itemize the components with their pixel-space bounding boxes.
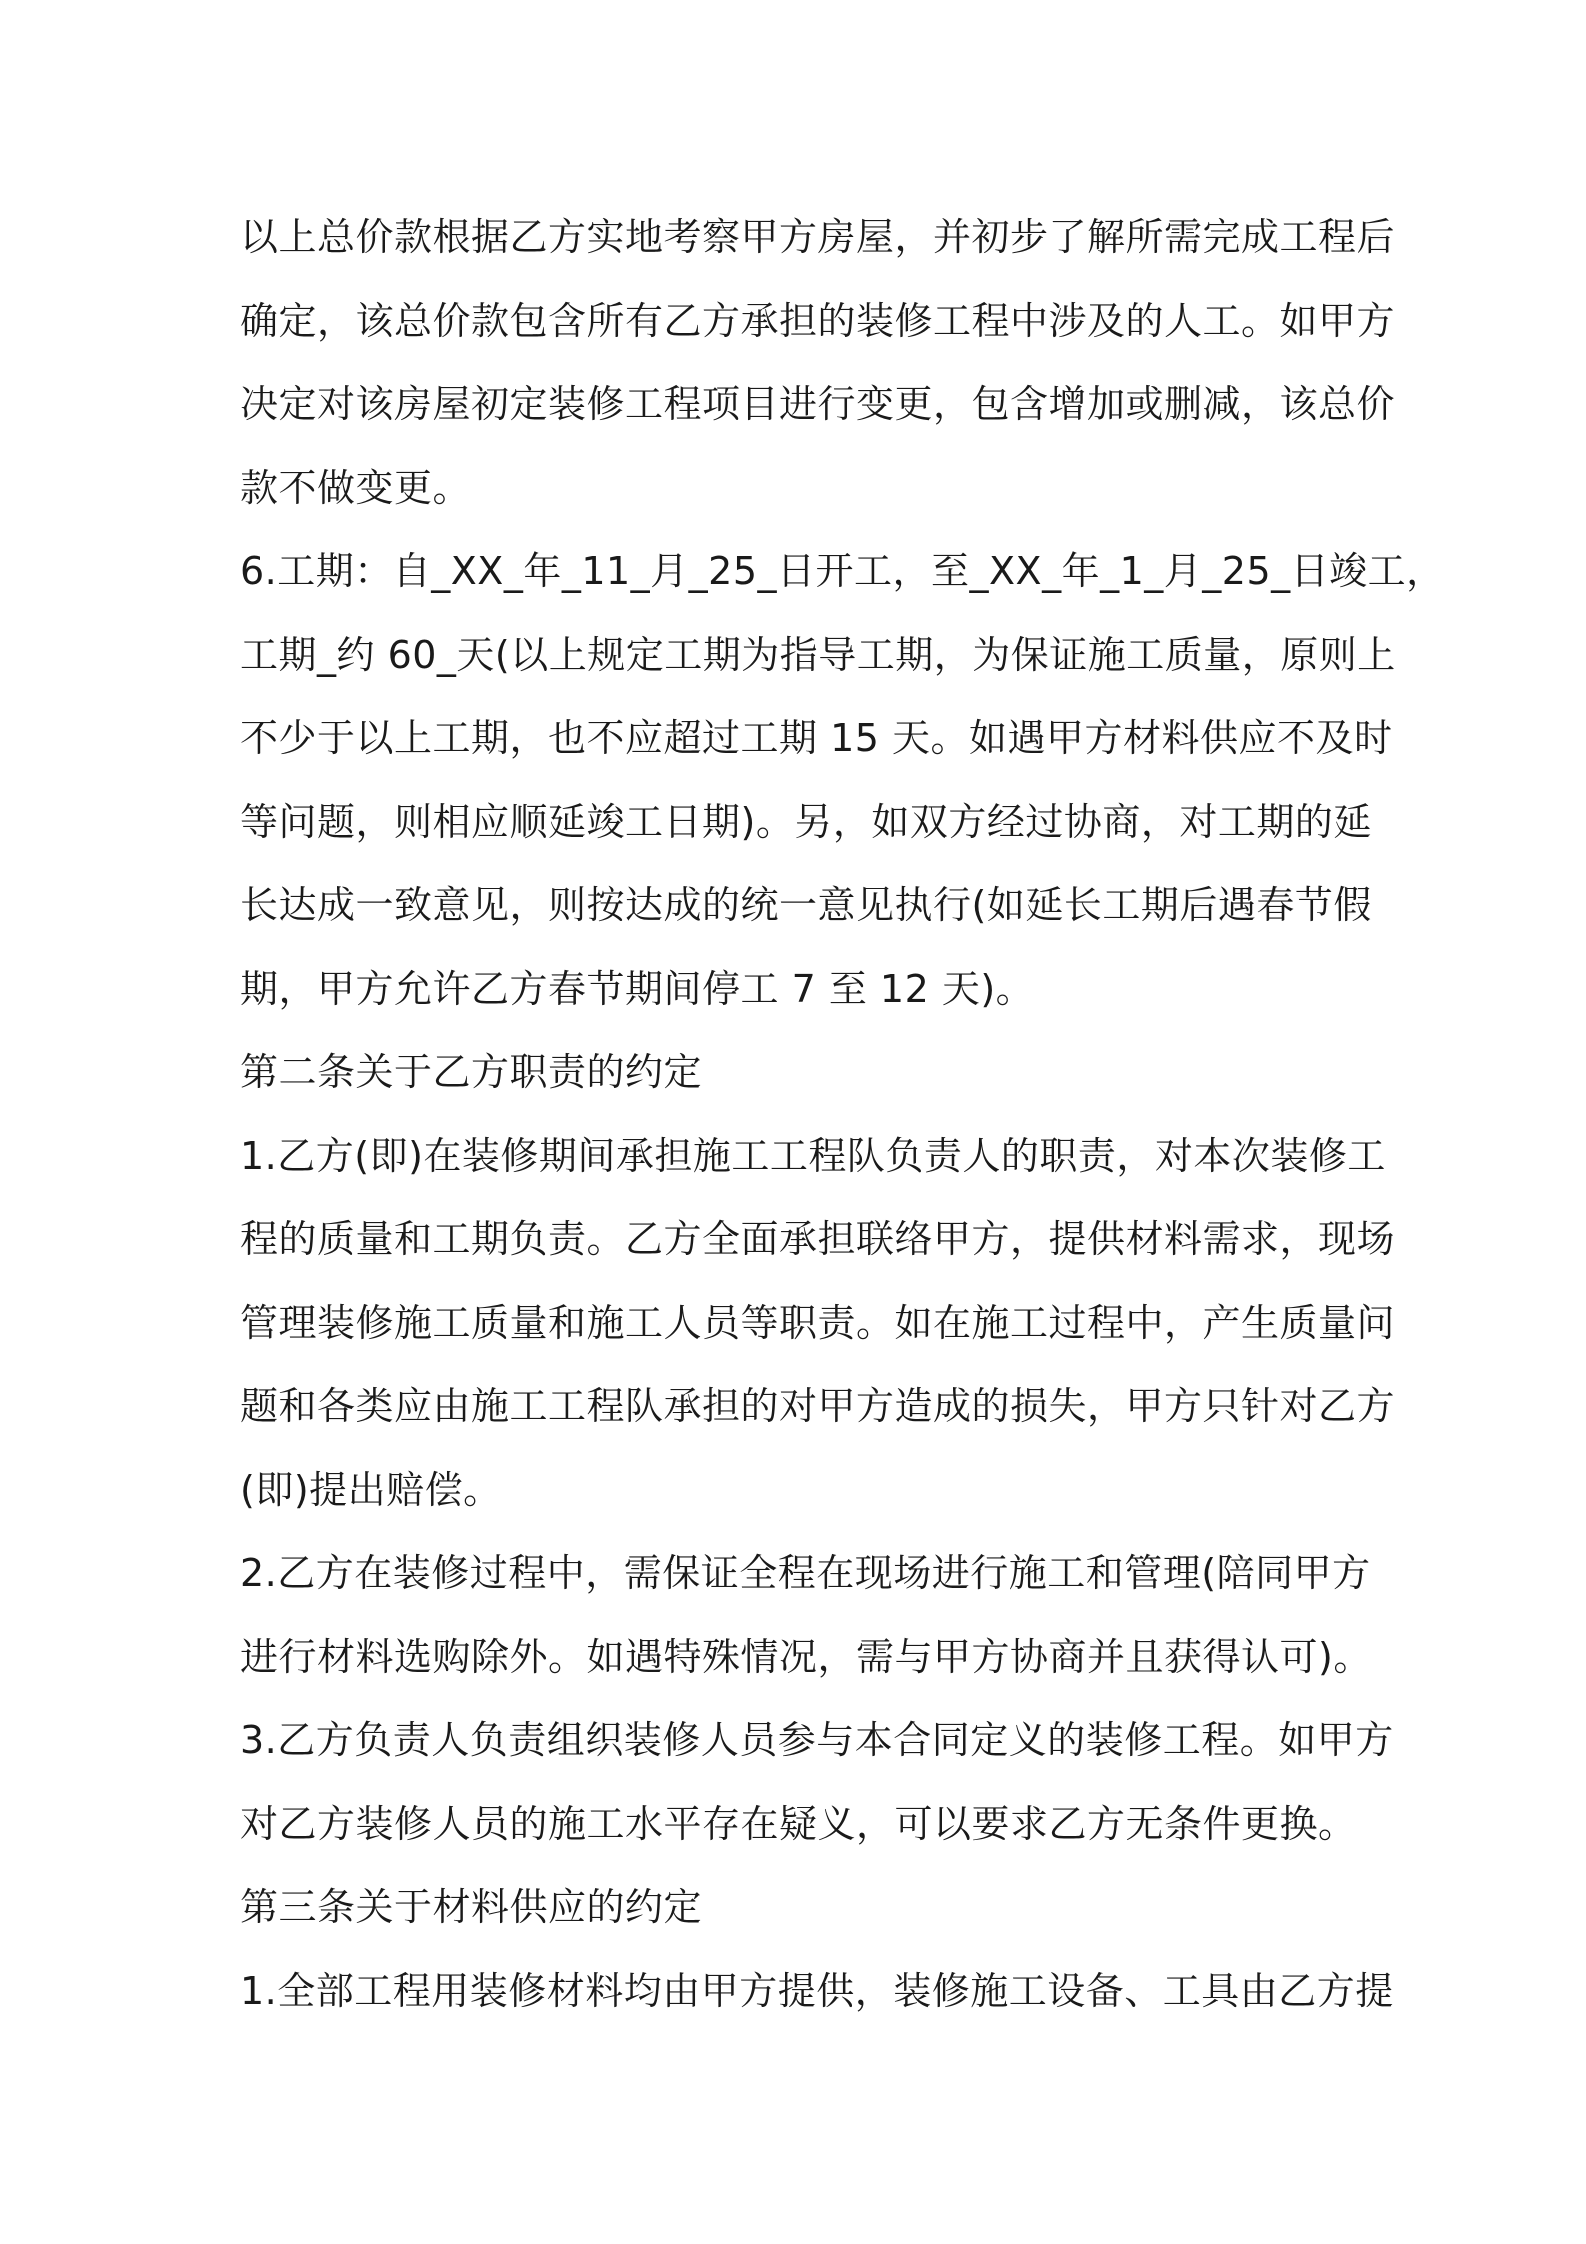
text-line: 进行材料选购除外。如遇特殊情况，需与甲方协商并且获得认可)。 bbox=[240, 1634, 1372, 1679]
text-line: (即)提出赔偿。 bbox=[240, 1467, 502, 1512]
text-line: 不少于以上工期，也不应超过工期 15 天。如遇甲方材料供应不及时 bbox=[240, 716, 1393, 760]
text-line: 决定对该房屋初定装修工程项目进行变更，包含增加或删减，该总价 bbox=[240, 382, 1396, 426]
clause-3-staffing: 3.乙方负责人负责组织装修人员参与本合同定义的装修工程。如甲方 bbox=[240, 1718, 1394, 1762]
document-body bbox=[240, 196, 1445, 2033]
text-line: 长达成一致意见，则按达成的统一意见执行(如延长工期后遇春节假 bbox=[240, 883, 1372, 927]
text-line: 以上总价款根据乙方实地考察甲方房屋，并初步了解所需完成工程后 bbox=[240, 215, 1396, 259]
text-line: 确定，该总价款包含所有乙方承担的装修工程中涉及的人工。如甲方 bbox=[240, 298, 1396, 343]
section-heading-article-3: 第三条关于材料供应的约定 bbox=[240, 1885, 703, 1929]
clause-1-materials: 1.全部工程用装修材料均由甲方提供，装修施工设备、工具由乙方提 bbox=[240, 1968, 1394, 2013]
text-line: 程的质量和工期负责。乙方全面承担联络甲方，提供材料需求，现场 bbox=[240, 1217, 1396, 1261]
text-line: 题和各类应由施工工程队承担的对甲方造成的损失，甲方只针对乙方 bbox=[240, 1384, 1396, 1428]
text-line: 对乙方装修人员的施工水平存在疑义，可以要求乙方无条件更换。 bbox=[240, 1801, 1357, 1846]
clause-1-responsibility: 1.乙方(即)在装修期间承担施工工程队负责人的职责，对本次装修工 bbox=[240, 1133, 1386, 1178]
text-line: 款不做变更。 bbox=[240, 465, 472, 510]
clause-2-onsite: 2.乙方在装修过程中，需保证全程在现场进行施工和管理(陪同甲方 bbox=[240, 1551, 1371, 1595]
clause-6-duration: 6.工期：自_XX_年_11_月_25_日开工，至_XX_年_1_月_25_日竣工， bbox=[240, 549, 1445, 593]
section-heading-article-2: 第二条关于乙方职责的约定 bbox=[240, 1050, 703, 1094]
text-line: 管理装修施工质量和施工人员等职责。如在施工过程中，产生质量问 bbox=[240, 1300, 1396, 1345]
text-line: 工期_约 60_天(以上规定工期为指导工期，为保证施工质量，原则上 bbox=[240, 632, 1396, 677]
text-line: 等问题，则相应顺延竣工日期)。另，如双方经过协商，对工期的延 bbox=[240, 799, 1372, 844]
text-line: 期，甲方允许乙方春节期间停工 7 至 12 天)。 bbox=[240, 966, 1035, 1011]
